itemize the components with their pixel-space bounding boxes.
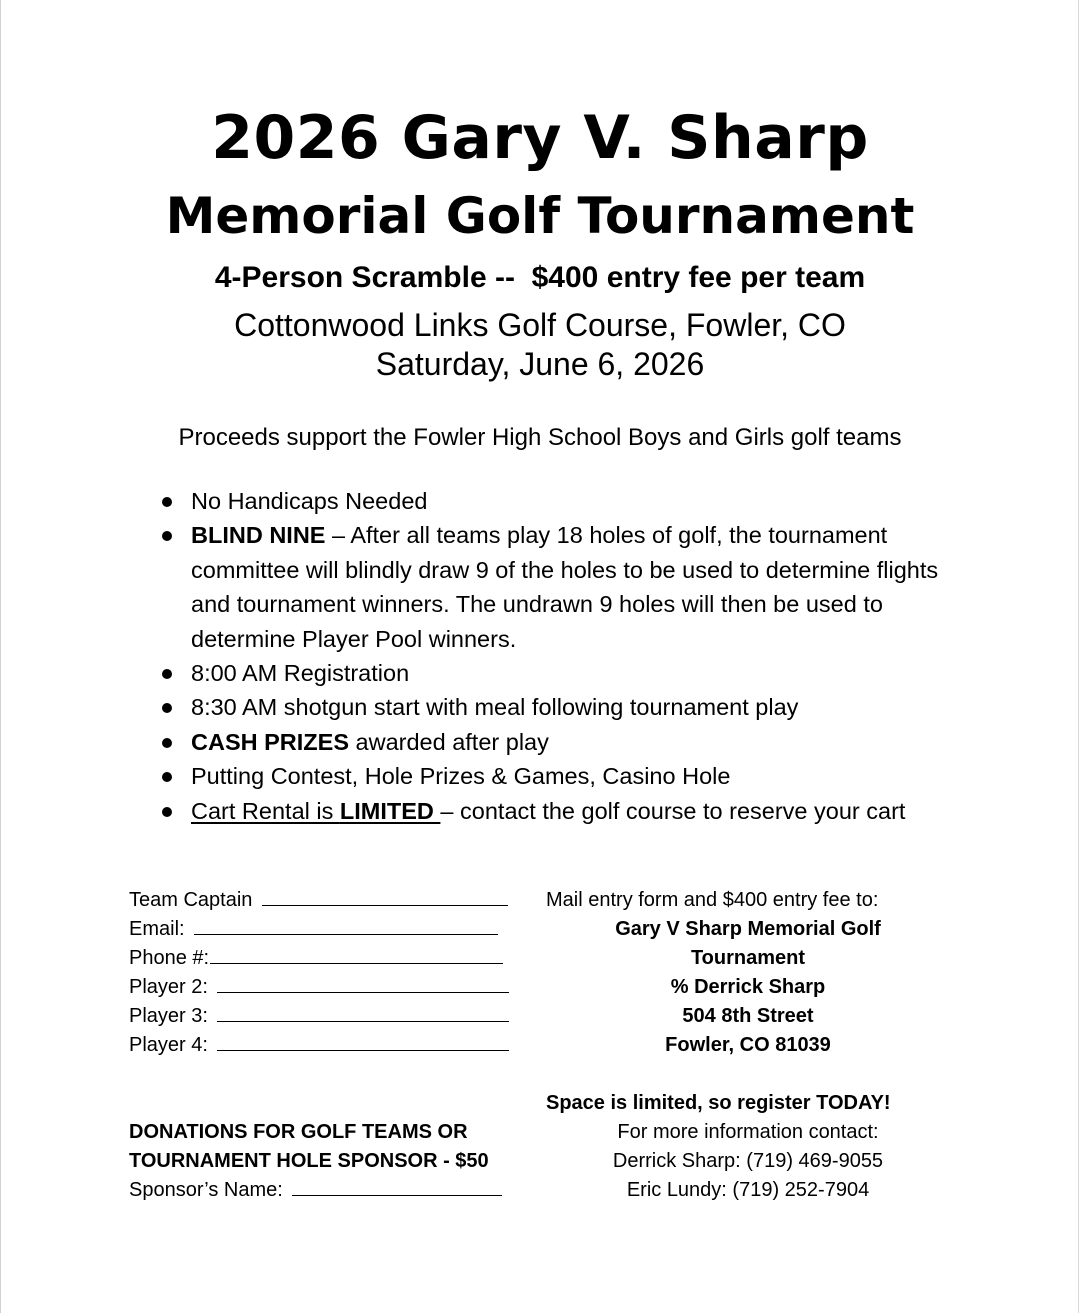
list-item-text: – After all teams play 18 holes of golf, the tournament committee will blindly draw 9 of the holes to be used to determine flights and tournament winners. The undrawn 9 holes will then be used to determine Player Pool winners. [191,522,939,652]
donations-heading-line-2: TOURNAMENT HOLE SPONSOR - $50 [129,1150,489,1172]
venue: Cottonwood Links Golf Course, Fowler, CO [234,307,846,343]
player-2-input[interactable] [217,974,509,993]
team-captain-input[interactable] [262,887,508,906]
list-item [160,725,960,759]
address-line: Gary V Sharp Memorial Golf [615,918,881,940]
register-notice: Space is limited, so register TODAY! [546,1092,891,1114]
list-item-text: No Handicaps Needed [191,488,428,514]
list-item-text: – contact the golf course to reserve your cart [440,797,906,824]
team-entry-form [129,886,529,1060]
contact-person: Eric Lundy: (719) 252-7904 [626,1179,870,1201]
phone-field [129,944,529,973]
field-label: Player 2: [129,976,214,998]
list-item [160,794,960,828]
list-item-bold: CASH PRIZES [191,728,349,755]
field-label: Email: [129,918,191,940]
list-item-text: Putting Contest, Hole Prizes & Games, Casino Hole [191,763,731,790]
field-label: Player 3: [129,1005,214,1027]
mail-intro: Mail entry form and $400 entry fee to: [546,889,879,911]
contact-intro: For more information contact: [617,1121,879,1143]
player-3-field [129,1002,529,1031]
proceeds-statement: Proceeds support the Fowler High School Boys and Girls golf teams [178,424,902,451]
address-line: % Derrick Sharp [670,976,826,998]
list-item-text: 8:00 AM Registration [191,660,410,687]
cart-rental-underlined [191,798,440,824]
list-item [160,690,960,724]
title-line-1: 2026 Gary V. Sharp [211,103,869,173]
limited-label: LIMITED [339,797,441,824]
contact-person: Derrick Sharp: (719) 469-9055 [612,1150,884,1172]
event-details-list [160,484,960,828]
list-item [160,759,960,793]
field-label: Phone #: [129,947,210,969]
player-4-input[interactable] [217,1032,509,1051]
bullet-icon [162,772,172,782]
donations-section [129,1118,529,1205]
player-2-field [129,973,529,1002]
address-line: Tournament [690,947,806,969]
bullet-icon [162,497,172,507]
address-line: Fowler, CO 81039 [665,1034,831,1056]
list-item-text: awarded after play [349,728,549,755]
sponsor-name-input[interactable] [292,1177,502,1196]
team-captain-field [129,886,529,915]
event-date: Saturday, June 6, 2026 [375,346,705,382]
phone-input[interactable] [210,945,503,964]
format-and-fee: 4-Person Scramble -- $400 entry fee per team [214,261,866,294]
address-line: 504 8th Street [682,1005,814,1027]
bullet-icon [162,669,172,679]
bullet-icon [162,531,172,541]
list-item [160,484,960,518]
mailing-instructions [546,886,926,1060]
email-field [129,915,529,944]
list-item [160,518,960,656]
contact-info [546,1118,950,1205]
mailing-address [546,915,950,1060]
donations-heading-line-1: DONATIONS FOR GOLF TEAMS OR [129,1121,468,1143]
field-label: Team Captain [129,889,258,911]
list-item-bold: BLIND NINE [191,522,326,549]
bullet-icon [162,738,172,748]
bullet-icon [162,807,172,817]
player-3-input[interactable] [217,1003,509,1022]
field-label: Sponsor’s Name: [129,1179,289,1201]
list-item-text: 8:30 AM shotgun start with meal following tournament play [191,694,799,721]
title-line-2: Memorial Golf Tournament [165,187,915,245]
bullet-icon [162,703,172,713]
email-input[interactable] [194,916,498,935]
sponsor-name-field [129,1176,529,1205]
field-label: Player 4: [129,1034,214,1056]
list-item [160,656,960,690]
player-4-field [129,1031,529,1060]
cart-rental-label: Cart Rental is [191,797,340,824]
